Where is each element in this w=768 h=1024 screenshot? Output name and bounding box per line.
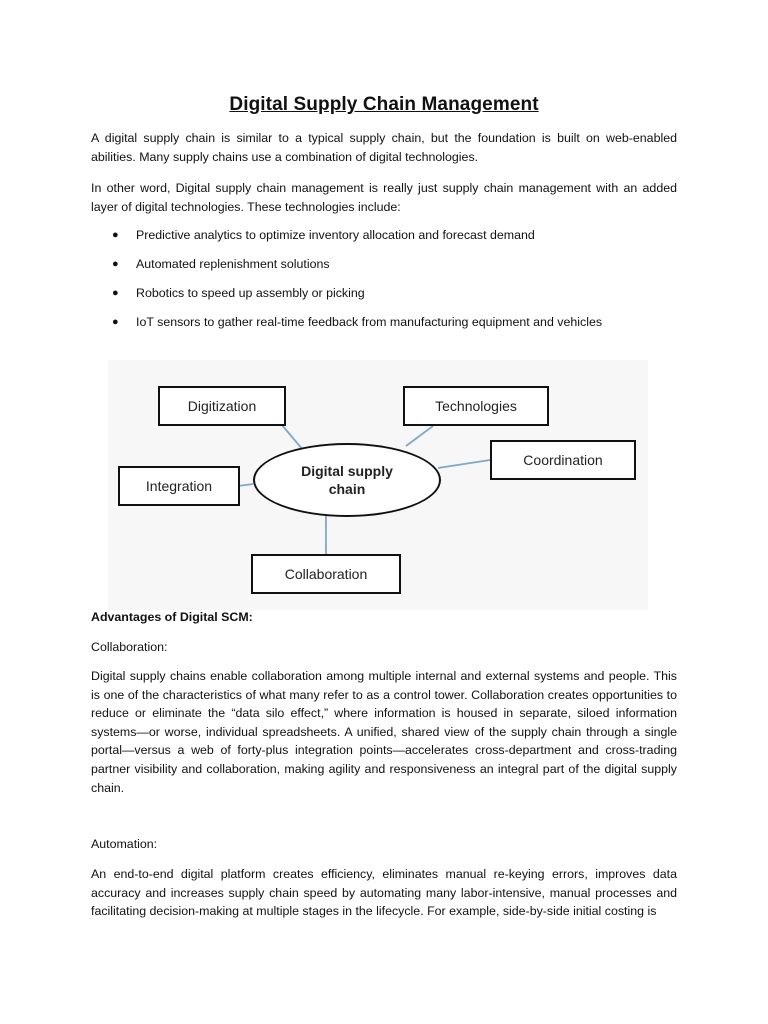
- list-item-text: Predictive analytics to optimize inventory allocation and forecast demand: [136, 228, 535, 242]
- list-item: [91, 226, 691, 255]
- node-collaboration: Collaboration: [251, 554, 401, 594]
- automation-heading: Automation:: [91, 837, 158, 851]
- bullet-icon: ●: [112, 316, 119, 328]
- list-item: [91, 313, 691, 342]
- node-technologies: Technologies: [403, 386, 549, 426]
- node-integration: Integration: [118, 466, 240, 506]
- technologies-list: [91, 226, 691, 342]
- connector-technologies: [406, 426, 433, 446]
- center-label-line1: Digital supply: [301, 463, 393, 479]
- collaboration-paragraph: Digital supply chains enable collaboration among multiple internal and external systems and people. This is one of the characteristics of what many refer to as a control tower. Collaboration creates opportunities to reduce or eliminate the “data silo effect,” where information is housed in separate, siloed information systems—or worse, individual spreadsheets. A unified, shared view of the supply chain through a single portal—versus a web of forty-plus integration points—accelerates cross-department and cross-trading partner visibility and collaboration, making agility and responsiveness an integral part of the digital supply chain.: [91, 669, 677, 795]
- list-item-text: Robotics to speed up assembly or picking: [136, 286, 365, 300]
- intro-paragraph-2: In other word, Digital supply chain management is really just supply chain management with an added layer of digital technologies. These technologies include:: [91, 181, 677, 214]
- center-label-line2: chain: [328, 481, 366, 497]
- bullet-icon: ●: [112, 287, 119, 299]
- connector-coordination: [438, 460, 490, 468]
- node-digitization: Digitization: [158, 386, 286, 426]
- center-ellipse: [253, 443, 441, 517]
- node-coordination: Coordination: [490, 440, 636, 480]
- supply-chain-diagram: [108, 360, 648, 610]
- list-item-text: Automated replenishment solutions: [136, 257, 330, 271]
- list-item: [91, 255, 691, 284]
- bullet-icon: ●: [112, 229, 119, 241]
- list-item: [91, 284, 691, 313]
- automation-paragraph: An end-to-end digital platform creates efficiency, eliminates manual re-keying errors, improves data accuracy and increases supply chain speed by automating many labor-intensive, manual processes and facilitating decision-making at multiple stages in the lifecycle. For example, side-by-side initial costing is: [91, 867, 677, 919]
- advantages-heading: Advantages of Digital SCM:: [91, 610, 253, 624]
- collaboration-heading: Collaboration:: [91, 640, 168, 654]
- connector-integration: [238, 484, 253, 486]
- list-item-text: IoT sensors to gather real-time feedback from manufacturing equipment and vehicles: [136, 315, 603, 329]
- intro-paragraph-1: A digital supply chain is similar to a typical supply chain, but the foundation is built on web-enabled abilities. Many supply chains use a combination of digital technologies.: [91, 131, 677, 164]
- page-title: Digital Supply Chain Management: [229, 94, 539, 115]
- bullet-icon: ●: [112, 258, 119, 270]
